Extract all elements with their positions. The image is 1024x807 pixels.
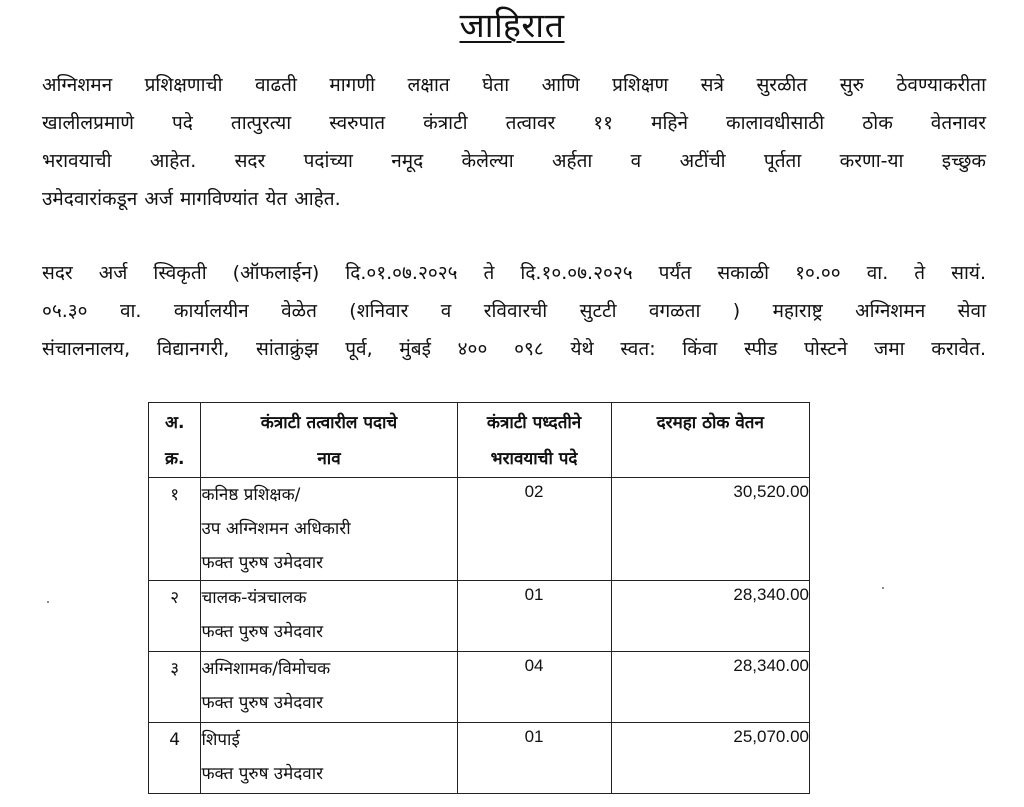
row-post-name (201, 478, 457, 581)
row-count: 01 (457, 581, 611, 652)
application-paragraph (42, 254, 986, 368)
post-name-line: कनिष्ठ प्रशिक्षक/ (201, 485, 301, 505)
row-serial: 4 (149, 723, 201, 794)
post-name-line: फक्त पुरुष उमेदवार (201, 553, 324, 573)
row-count: 02 (457, 478, 611, 581)
post-name-line: फक्त पुरुष उमेदवार (201, 622, 324, 642)
application-line: संचालनालय, विद्यानगरी, सांताक्रुंझ पूर्व, मुंबई ४०० ०९८ येथे स्वत: किंवा स्पीड पोस्टने जमा करावेत. (42, 338, 986, 360)
document-title: जाहिरात (459, 6, 565, 46)
row-post-name (201, 652, 457, 723)
post-name-line: फक्त पुरुष उमेदवार (201, 764, 324, 784)
scan-speck (47, 601, 49, 603)
row-count: 01 (457, 723, 611, 794)
post-name-line: उप अग्निशमन अधिकारी (201, 519, 351, 539)
post-name-line: फक्त पुरुष उमेदवार (201, 693, 324, 713)
header-serial (149, 403, 201, 478)
header-count-line: कंत्राटी पध्दतीने (486, 413, 582, 433)
table-row (149, 478, 810, 581)
table-row (149, 652, 810, 723)
posts-table (148, 402, 810, 794)
scan-speck (882, 587, 884, 589)
header-count (457, 403, 611, 478)
application-line: ०५.३० वा. कार्यालयीन वेळेत (शनिवार व रविवारची सुटटी वगळता ) महाराष्ट्र अग्निशमन सेवा (42, 300, 986, 322)
row-pay: 25,070.00 (611, 723, 809, 794)
header-serial-line: अ. (164, 413, 185, 433)
row-pay: 28,340.00 (611, 581, 809, 652)
intro-line: खालीलप्रमाणे पदे तात्पुरत्या स्वरुपात कंत्राटी तत्वावर ११ महिने कालावधीसाठी ठोक वेतनावर (42, 112, 986, 134)
row-serial: २ (149, 581, 201, 652)
header-count-line: भरावयाची पदे (490, 449, 578, 469)
intro-line: उमेदवारांकडून अर्ज मागविण्यांत येत आहेत. (42, 188, 341, 210)
row-post-name (201, 581, 457, 652)
post-name-line: चालक-यंत्रचालक (201, 588, 307, 608)
row-pay: 28,340.00 (611, 652, 809, 723)
intro-line: भरावयाची आहेत. सदर पदांच्या नमूद केलेल्या अर्हता व अटींची पूर्तता करणा-या इच्छुक (42, 150, 986, 172)
header-post-name (201, 403, 457, 478)
header-post-name-line: नाव (317, 449, 341, 469)
application-line: सदर अर्ज स्विकृती (ऑफलाईन) दि.०१.०७.२०२५ ते दि.१०.०७.२०२५ पर्यंत सकाळी १०.०० वा. ते सायं. (42, 262, 986, 284)
row-serial: १ (149, 478, 201, 581)
row-serial: ३ (149, 652, 201, 723)
row-pay: 30,520.00 (611, 478, 809, 581)
table-row (149, 723, 810, 794)
post-name-line: अग्निशामक/विमोचक (201, 659, 331, 679)
post-name-line: शिपाई (201, 730, 240, 750)
intro-line: अग्निशमन प्रशिक्षणाची वाढती मागणी लक्षात घेता आणि प्रशिक्षण सत्रे सुरळीत सुरु ठेवण्याकरीता (42, 74, 986, 96)
header-post-name-line: कंत्राटी तत्वारील पदाचे (260, 413, 398, 433)
header-pay-line: दरमहा ठोक वेतन (656, 413, 764, 433)
table-row (149, 581, 810, 652)
table-header-row (149, 403, 810, 478)
row-post-name (201, 723, 457, 794)
header-pay (611, 403, 809, 478)
intro-paragraph (42, 66, 986, 218)
header-serial-line: क्र. (164, 449, 185, 469)
row-count: 04 (457, 652, 611, 723)
